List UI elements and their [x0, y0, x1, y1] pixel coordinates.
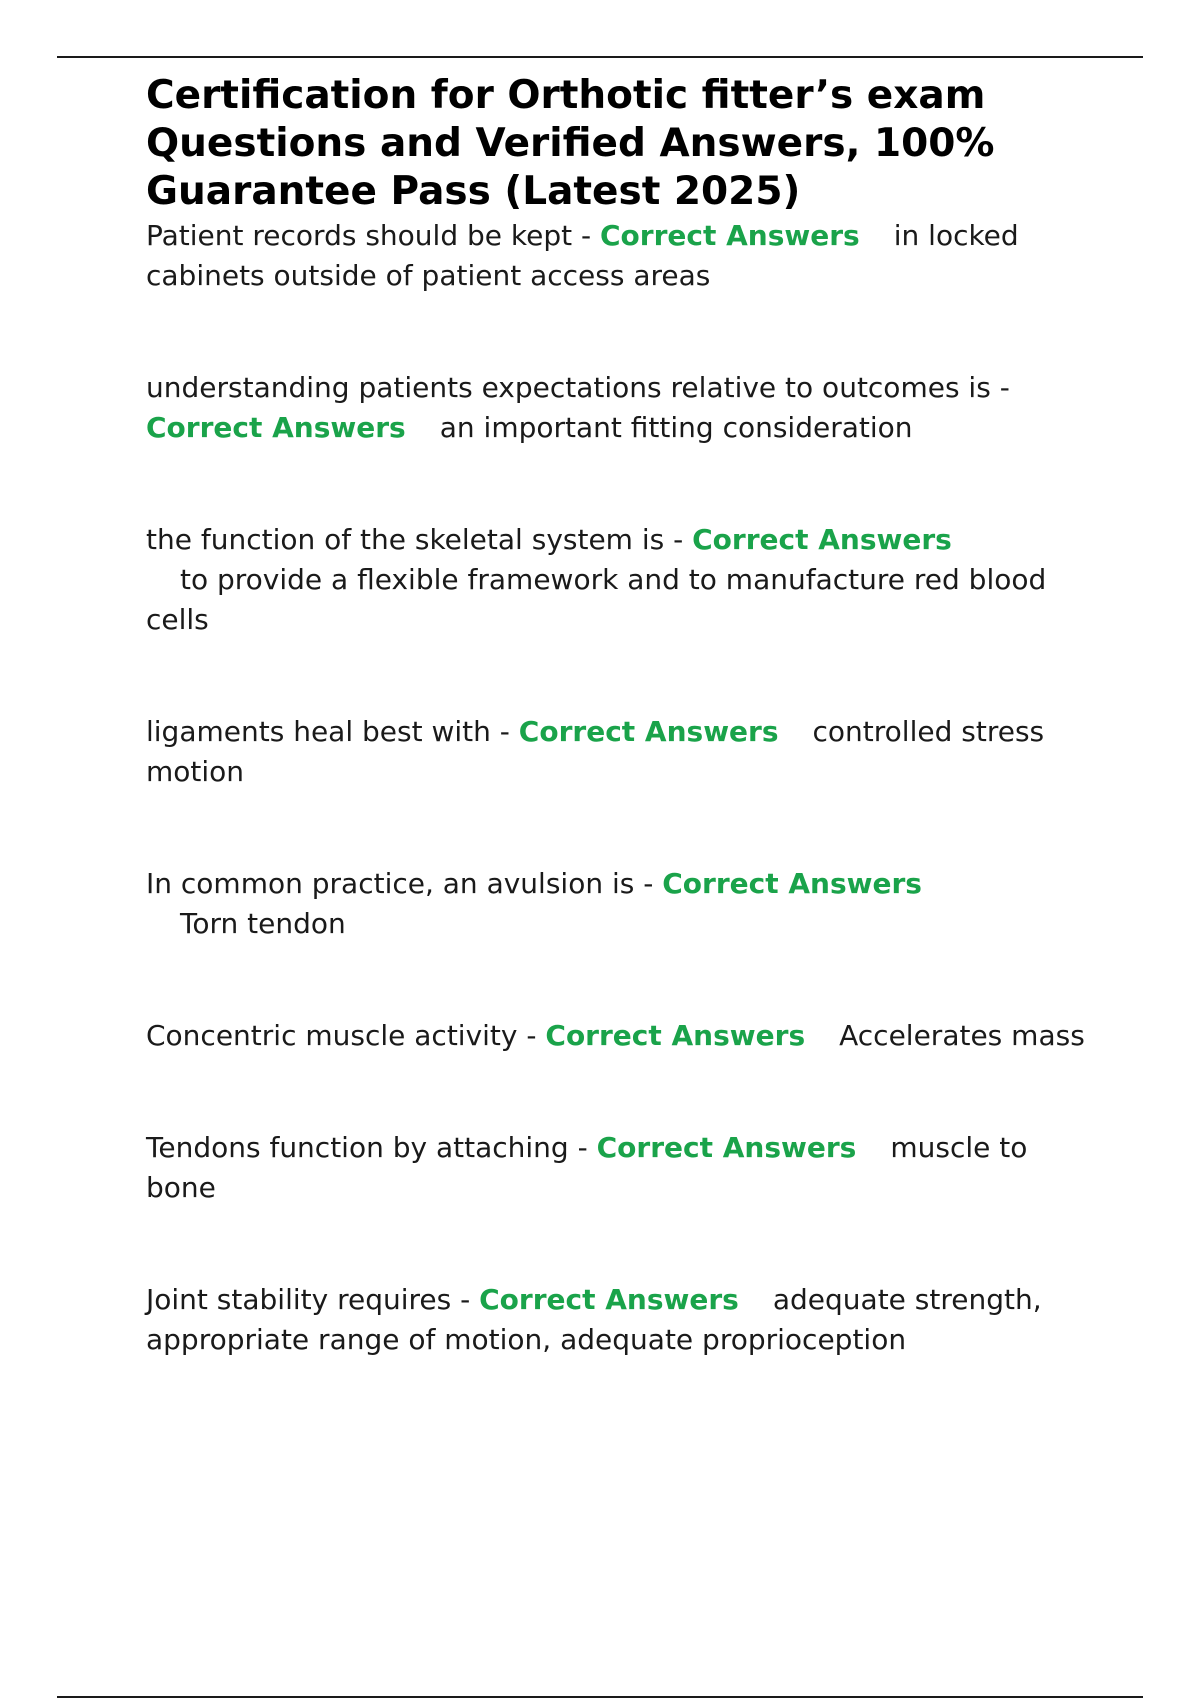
question-text: understanding patients expectations relative to outcomes is -	[146, 371, 1010, 404]
qa-item	[146, 1016, 1096, 1056]
answer-text: adequate strength, appropriate range of motion, adequate proprioception	[146, 1283, 1042, 1356]
answer-label: Correct Answers	[662, 867, 922, 900]
answer-text: to provide a flexible framework and to manufacture red blood cells	[146, 563, 1047, 636]
answer-label: Correct Answers	[600, 219, 860, 252]
answer-text: controlled stress motion	[146, 715, 1045, 788]
question-text: Tendons function by attaching -	[146, 1131, 597, 1164]
answer-label: Correct Answers	[692, 523, 952, 556]
answer-label: Correct Answers	[146, 411, 406, 444]
question-text: Joint stability requires -	[146, 1283, 480, 1316]
question-text: ligaments heal best with -	[146, 715, 519, 748]
qa-item	[146, 520, 1096, 640]
answer-text: in locked cabinets outside of patient access areas	[146, 219, 1019, 292]
qa-item	[146, 1280, 1096, 1360]
question-text: In common practice, an avulsion is -	[146, 867, 663, 900]
answer-text: Torn tendon	[180, 907, 346, 940]
qa-item	[146, 864, 1096, 944]
answer-label: Correct Answers	[518, 715, 779, 748]
answer-text: muscle to bone	[146, 1131, 1028, 1204]
document-body	[146, 72, 1096, 1360]
answer-text: an important fitting consideration	[439, 411, 913, 444]
answer-label: Correct Answers	[596, 1131, 857, 1164]
question-text: the function of the skeletal system is -	[146, 523, 693, 556]
qa-item	[146, 712, 1096, 792]
top-rule	[57, 56, 1143, 58]
qa-item	[146, 1128, 1096, 1208]
answer-label: Correct Answers	[479, 1283, 739, 1316]
qa-item	[146, 216, 1096, 296]
bottom-rule	[57, 1696, 1143, 1698]
answer-text: Accelerates mass	[839, 1019, 1085, 1052]
answer-label: Correct Answers	[545, 1019, 806, 1052]
qa-item	[146, 368, 1096, 448]
question-text: Patient records should be kept -	[146, 219, 600, 252]
question-text: Concentric muscle activity -	[146, 1019, 546, 1052]
document-title: Certification for Orthotic fitter’s exam Questions and Verified Answers, 100% Guarantee Pass (Latest 2025)	[146, 73, 995, 214]
